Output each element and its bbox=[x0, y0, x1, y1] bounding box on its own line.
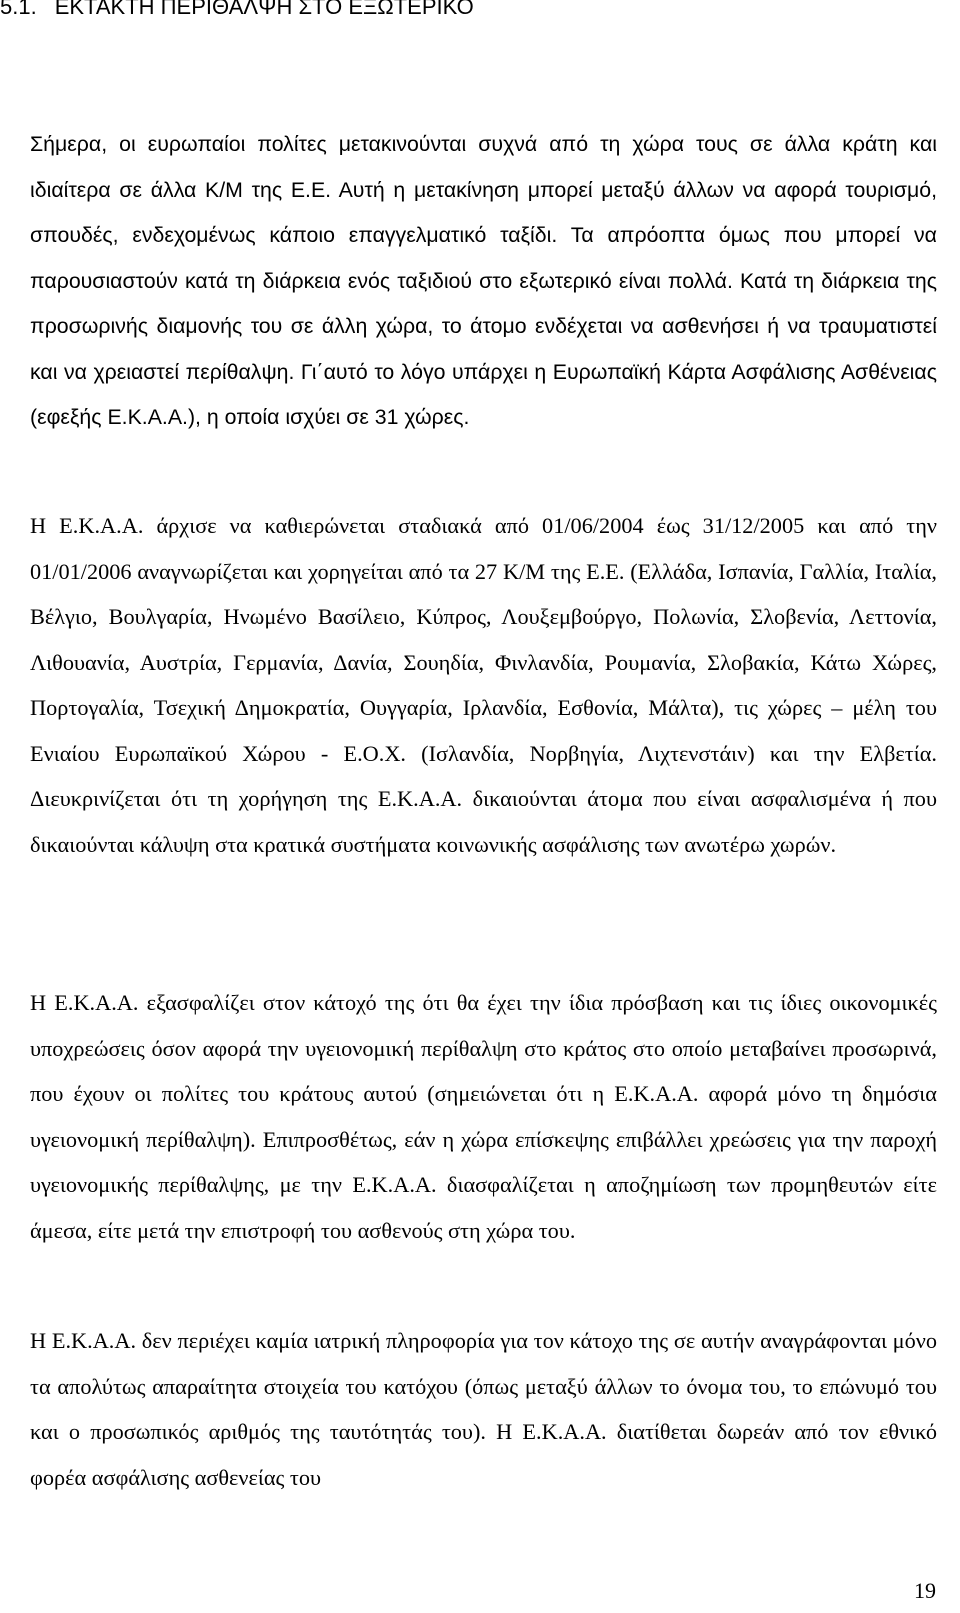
page-number: 19 bbox=[914, 1578, 936, 1603]
section-number: 5.1. bbox=[0, 0, 37, 19]
paragraph-intro: Σήμερα, οι ευρωπαίοι πολίτες μετακινούνται συχνά από τη χώρα τους σε άλλα κράτη και ιδιαίτερα σε άλλα Κ/Μ της Ε.Ε. Αυτή η μετακίνηση μπορεί μεταξύ άλλων να αφορά τουρισμό, σπουδές, ενδεχομένως κάποιο επαγγελματικό ταξίδι. Τα απρόοπτα όμως που μπορεί να παρουσιαστούν κατά τη διάρκεια ενός ταξιδιού στο εξωτερικό είναι πολλά. Κατά τη διάρκεια της προσωρινής διαμονής του σε άλλη χώρα, το άτομο ενδέχεται να ασθενήσει ή να τραυματιστεί και να χρειαστεί περίθαλψη. Γι΄αυτό το λόγο υπάρχει η Ευρωπαϊκή Κάρτα Ασφάλισης Ασθένειας (εφεξής Ε.Κ.Α.Α.), η οποία ισχύει σε 31 χώρες. bbox=[30, 132, 937, 429]
section-heading bbox=[0, 0, 474, 22]
paragraph-ehic-access: Η Ε.Κ.Α.Α. εξασφαλίζει στον κάτοχό της ότι θα έχει την ίδια πρόσβαση και τις ίδιες οικονομικές υποχρεώσεις όσον αφορά την υγειονομική περίθαλψη στο κράτος στο οποίο μεταβαίνει προσωρινά, που έχουν οι πολίτες του κράτους αυτού (σημειώνεται ότι η Ε.Κ.Α.Α. αφορά μόνο τη δημόσια υγειονομική περίθαλψη). Επιπροσθέτως, εάν η χώρα επίσκεψης επιβάλλει χρεώσεις για την παροχή υγειονομικής περίθαλψης, με την Ε.Κ.Α.Α. διασφαλίζεται η αποζημίωση των προμηθευτών είτε άμεσα, είτε μετά την επιστροφή του ασθενούς στη χώρα του. bbox=[30, 990, 937, 1243]
paragraph-ehic-info: Η Ε.Κ.Α.Α. δεν περιέχει καμία ιατρική πληροφορία για τον κάτοχο της σε αυτήν αναγράφονται μόνο τα απολύτως απαραίτητα στοιχεία του κατόχου (όπως μεταξύ άλλων το όνομα του, το επώνυμό του και ο προσωπικός αριθμός της ταυτότητάς του). Η Ε.Κ.Α.Α. διατίθεται δωρεάν από τον εθνικό φορέα ασφάλισης ασθενείας του bbox=[30, 1328, 937, 1490]
section-title: ΕΚΤΑΚΤΗ ΠΕΡΙΘΑΛΨΗ ΣΤΟ ΕΞΩΤΕΡΙΚΟ bbox=[54, 0, 474, 19]
paragraph-ehic-countries: Η Ε.Κ.Α.Α. άρχισε να καθιερώνεται σταδιακά από 01/06/2004 έως 31/12/2005 και από την 01/01/2006 αναγνωρίζεται και χορηγείται από τα 27 Κ/Μ της Ε.Ε. (Ελλάδα, Ισπανία, Γαλλία, Ιταλία, Βέλγιο, Βουλγαρία, Ηνωμένο Βασίλειο, Κύπρος, Λουξεμβούργο, Πολωνία, Σλοβενία, Λεττονία, Λιθουανία, Αυστρία, Γερμανία, Δανία, Σουηδία, Φινλανδία, Ρουμανία, Σλοβακία, Κάτω Χώρες, Πορτογαλία, Τσεχική Δημοκρατία, Ουγγαρία, Ιρλανδία, Εσθονία, Μάλτα), τις χώρες – μέλη του Ενιαίου Ευρωπαϊκού Χώρου - Ε.Ο.Χ. (Ισλανδία, Νορβηγία, Λιχτενστάιν) και την Ελβετία. Διευκρινίζεται ότι τη χορήγηση της Ε.Κ.Α.Α. δικαιούνται άτομα που είναι ασφαλισμένα ή που δικαιούνται κάλυψη στα κρατικά συστήματα κοινωνικής ασφάλισης των ανωτέρω χωρών. bbox=[30, 513, 937, 857]
